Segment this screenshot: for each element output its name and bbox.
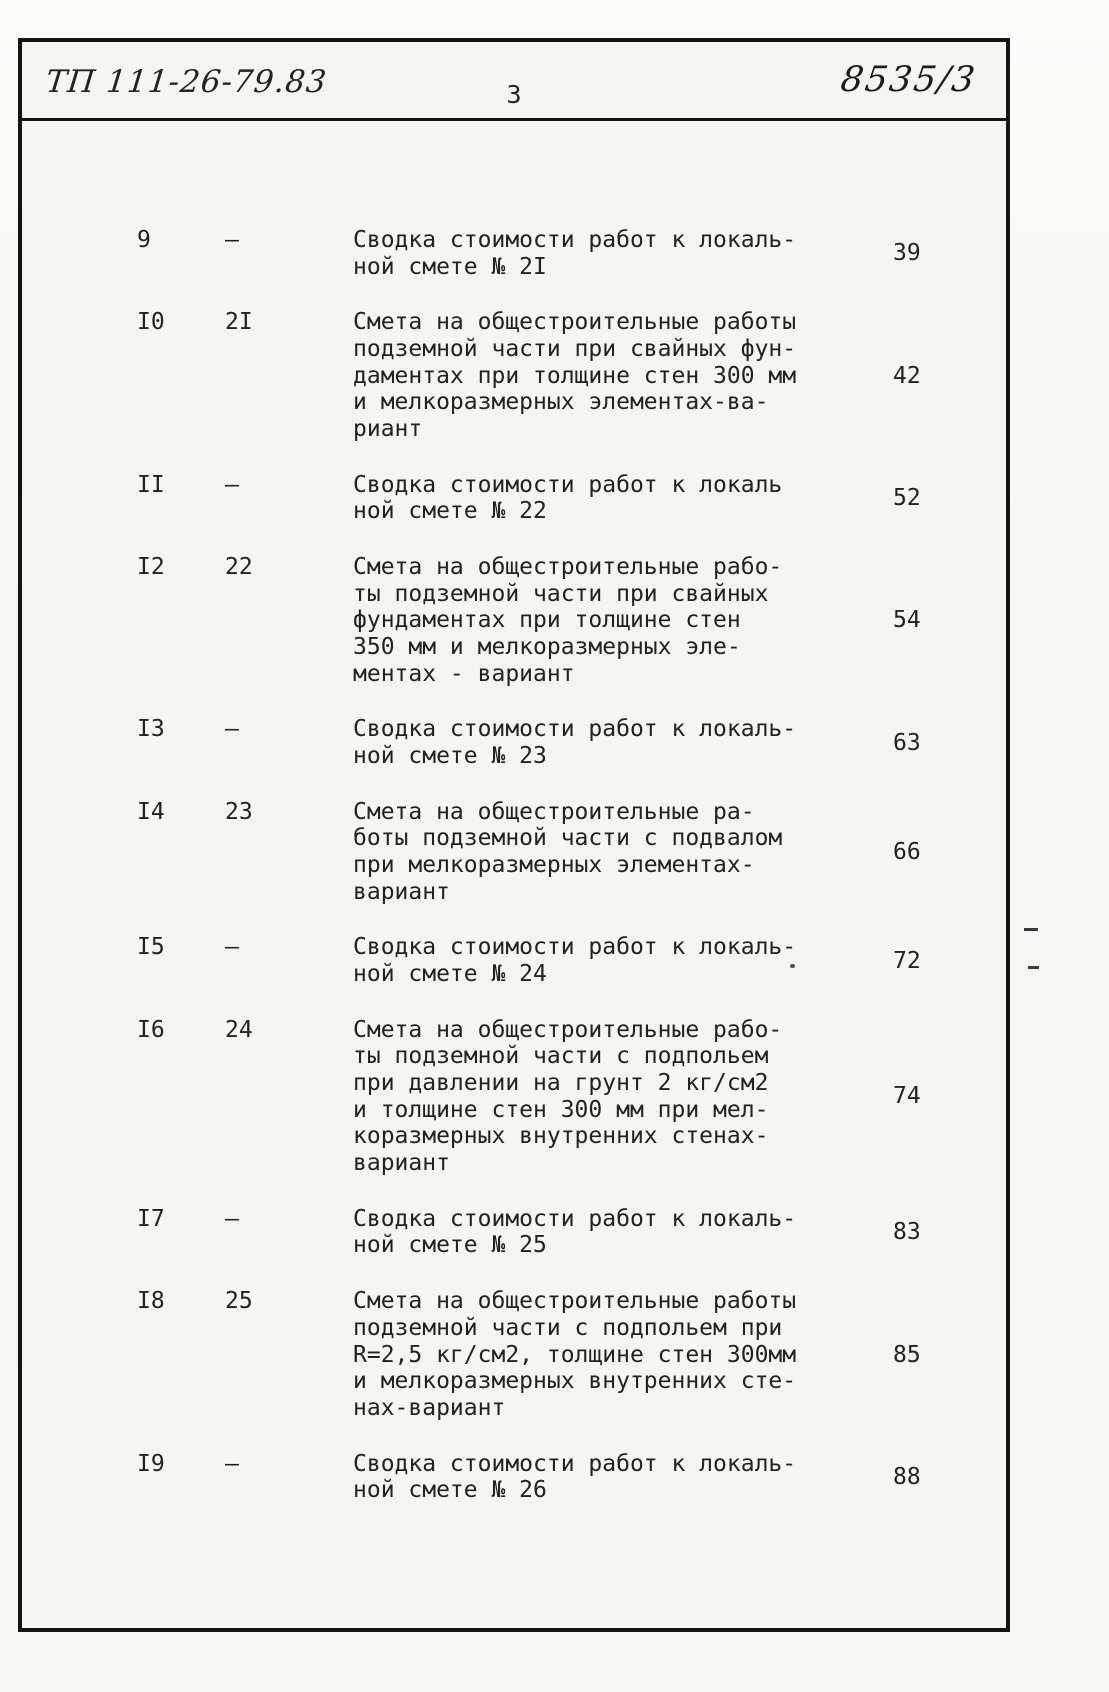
sheet-ref-cell: – [225, 1450, 239, 1477]
toc-row [137, 1288, 1006, 1421]
toc-row [137, 554, 1006, 687]
row-number-cell: 9 [137, 227, 151, 253]
sheet-ref-cell: – [225, 1205, 239, 1232]
scan-artifact-dash [1024, 928, 1038, 931]
description-cell: Смета на общестроительные рабо- ты подземной части с подпольем при давлении на грунт 2 кг/см2 и толщине стен 300 мм при мел- коразмерных внутренних стенах- вариант [353, 1016, 783, 1177]
page-number-cell: 66 [893, 838, 921, 865]
description-cell: Сводка стоимости работ к локаль- ной смете № 25 [353, 1205, 797, 1259]
page-number-cell: 74 [893, 1083, 921, 1110]
sheet-ref-cell: 24 [225, 1016, 253, 1043]
row-number-cell: I0 [137, 309, 165, 336]
toc-rows [22, 121, 1006, 1504]
page-number: 3 [506, 80, 522, 109]
page-number-cell: 39 [893, 240, 921, 267]
description-cell: Сводка стоимости работ к локаль- ной смете № 23 [353, 716, 797, 770]
sheet-ref-cell: 23 [225, 798, 253, 825]
sheet-ref-cell: – [225, 934, 239, 961]
page-frame [18, 38, 1010, 1632]
description-cell: Сводка стоимости работ к локаль ной смете № 22 [353, 471, 783, 525]
page-number-cell: 52 [893, 485, 921, 512]
page-number-cell: 63 [893, 729, 921, 756]
page-number-cell: 83 [893, 1219, 921, 1246]
toc-row [137, 799, 1006, 906]
toc-row [137, 1451, 1006, 1504]
description-cell: Смета на общестроительные работы подземной части при свайных фун- даментах при толщине стен 300 мм и мелкоразмерных элементах-ва- риант [353, 309, 797, 443]
page-number-cell: 54 [893, 607, 921, 634]
toc-row [137, 934, 1006, 987]
toc-row [137, 227, 1006, 280]
archive-number-handwritten: 8535/3 [838, 60, 979, 100]
page-number-cell: 88 [893, 1463, 921, 1490]
row-number-cell: I8 [137, 1288, 165, 1315]
description-cell: Сводка стоимости работ к локаль- ной смете № 2I [353, 227, 797, 280]
sheet-ref-cell: 22 [225, 554, 253, 581]
toc-row [137, 472, 1006, 525]
row-number-cell: II [137, 471, 165, 498]
sheet-ref-cell: – [225, 227, 239, 253]
row-number-cell: I4 [137, 798, 165, 825]
row-number-cell: I5 [137, 934, 165, 961]
description-cell: Смета на общестроительные работы подземной части с подпольем при R=2,5 кг/см2, толщине стен 300мм и мелкоразмерных внутренних сте- нах-вариант [353, 1288, 797, 1421]
sheet-ref-cell: – [225, 716, 239, 743]
row-number-cell: I6 [137, 1016, 165, 1043]
toc-row [137, 716, 1006, 769]
sheet-ref-cell: 2I [225, 309, 253, 336]
doc-code-handwritten: ТП 111-26-79.83 [44, 64, 329, 100]
description-cell: Смета на общестроительные рабо- ты подземной части при свайных фундаментах при толщине стен 350 мм и мелкоразмерных эле- ментах - вариант [353, 554, 783, 687]
sheet-ref-cell: 25 [225, 1288, 253, 1315]
description-cell: Сводка стоимости работ к локаль- ной смете № 26 [353, 1450, 797, 1504]
toc-row [137, 309, 1006, 442]
row-number-cell: I7 [137, 1205, 165, 1232]
scan-artifact-dash [1028, 966, 1039, 969]
description-cell: Смета на общестроительные ра- боты подземной части с подвалом при мелкоразмерных элементах- вариант [353, 798, 783, 905]
toc-row [137, 1017, 1006, 1177]
page-number-cell: 42 [893, 362, 921, 389]
row-number-cell: I3 [137, 716, 165, 743]
description-cell: Сводка стоимости работ к локаль- ной смете № 24 [353, 934, 797, 988]
page-number-cell: 85 [893, 1341, 921, 1368]
toc-row [137, 1206, 1006, 1259]
row-number-cell: I2 [137, 554, 165, 581]
scan-artifact-dot [790, 964, 795, 968]
row-number-cell: I9 [137, 1450, 165, 1477]
sheet-ref-cell: – [225, 471, 239, 498]
page-number-cell: 72 [893, 947, 921, 974]
page-header [22, 42, 1006, 121]
